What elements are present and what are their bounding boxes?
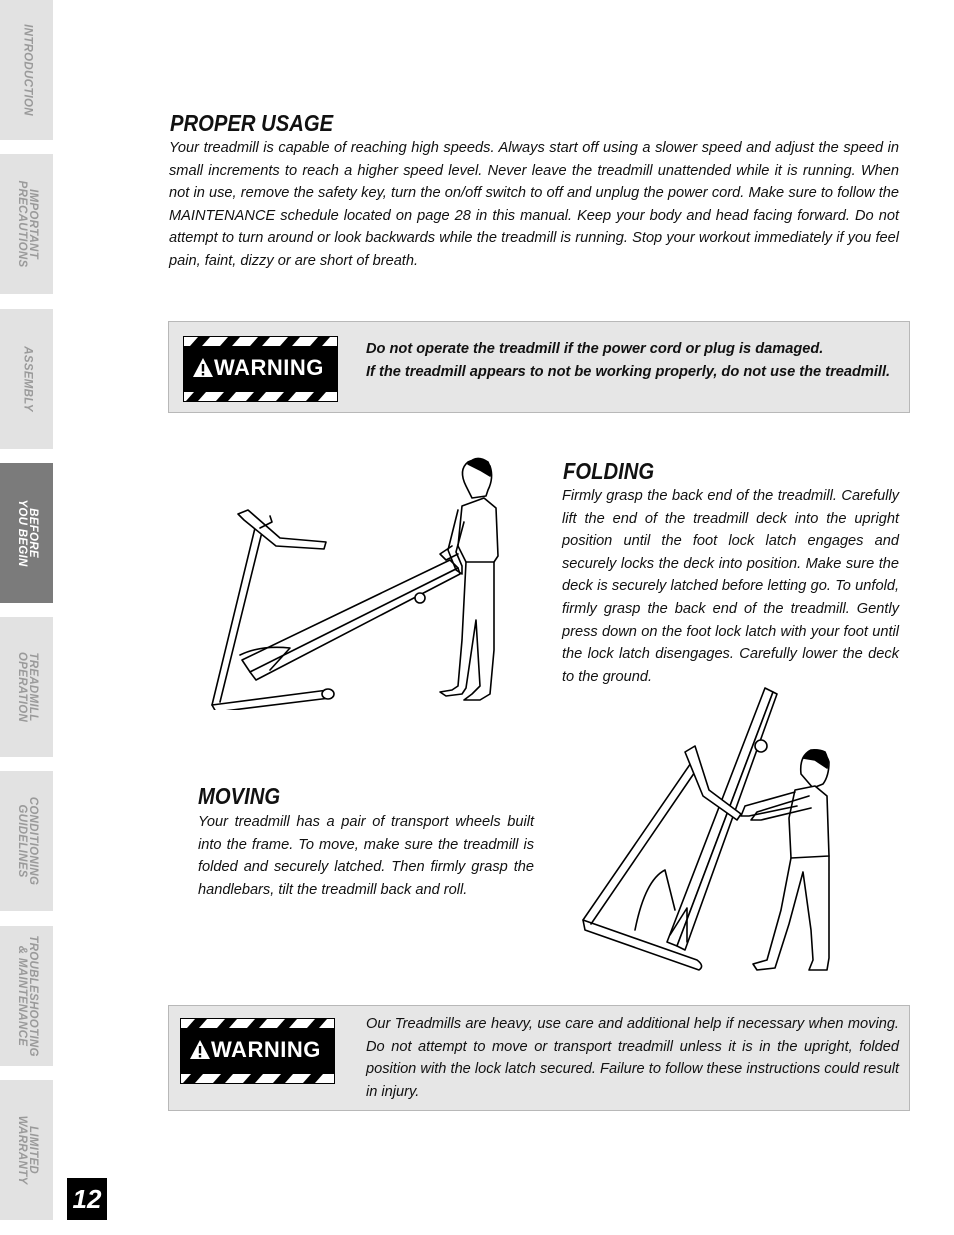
tab-label: ASSEMBLY [21, 346, 33, 412]
moving-text: Your treadmill has a pair of transport wheels built into the frame. To move, make sure the treadmill is folded and securely latched. Then firmly grasp the handlebars, tilt the treadmill back and roll. [198, 814, 534, 898]
proper-usage-text: Your treadmill is capable of reaching high speeds. Always start off using a slower speed and adjust the speed in small increments to reach a higher speed level. Never leave the treadmill unattended while it is running. When not in use, remove the safety key, turn the on/off switch to off and unplug the power cord. Make sure to follow the MAINTENANCE schedule located on page 28 in this manual. Keep your body and head facing forward. Do not attempt to turn around or look backwards while the treadmill is running. Stop your workout immediately if you feel pain, faint, dizzy or are short of breath. [169, 140, 899, 269]
warning-triangle-icon [192, 357, 214, 379]
warning-sign [180, 1018, 335, 1084]
tab-label: TROUBLESHOOTING & MAINTENANCE [15, 935, 39, 1057]
moving-heading: MOVING [198, 783, 281, 809]
tab-conditioning-guidelines[interactable] [0, 771, 53, 911]
folding-illustration [200, 450, 520, 710]
tab-troubleshooting-maintenance[interactable] [0, 926, 53, 1066]
moving-illustration [575, 680, 845, 980]
tab-label: INTRODUCTION [21, 24, 33, 116]
page-number: 12 [67, 1178, 107, 1220]
tab-label: BEFORE YOU BEGIN [15, 499, 39, 567]
warning-line-not-working: If the treadmill appears to not be working properly, do not use the treadmill. [366, 364, 891, 380]
warning-label: WARNING [214, 355, 324, 380]
warning-line-power-cord: Do not operate the treadmill if the power cord or plug is damaged. [366, 341, 824, 357]
tab-label: CONDITIONING GUIDELINES [15, 796, 39, 886]
warning-moving-text: Our Treadmills are heavy, use care and additional help if necessary when moving. Do not attempt to move or transport treadmill unless it is in the upright, folded position with the lock latch secured. Failure to follow these instructions could result in injury. [366, 1016, 899, 1100]
tab-important-precautions[interactable] [0, 154, 53, 294]
tab-label: IMPORTANT PRECAUTIONS [15, 180, 39, 268]
tab-label: LIMITED WARRANTY [15, 1115, 39, 1185]
tab-treadmill-operation[interactable] [0, 617, 53, 757]
tab-limited-warranty[interactable] [0, 1080, 53, 1220]
folding-text: Firmly grasp the back end of the treadmill. Carefully lift the end of the treadmill deck into the upright position until the foot lock latch engages and securely locks the deck into position. Make sure the deck is securely latched before letting go. To unfold, firmly grasp the back end of the treadmill. Gently press down on the foot lock latch with your foot until the lock latch disengages. Carefully lower the deck to the ground. [562, 488, 899, 685]
proper-usage-heading: PROPER USAGE [170, 110, 334, 136]
tab-assembly[interactable] [0, 309, 53, 449]
warning-label: WARNING [211, 1037, 321, 1062]
section-sidebar [0, 0, 53, 1235]
warning-sign [183, 336, 338, 402]
tab-label: TREADMILL OPERATION [15, 651, 39, 723]
warning-box-moving [168, 1005, 910, 1111]
tab-introduction[interactable] [0, 0, 53, 140]
folding-heading: FOLDING [563, 458, 655, 484]
tab-before-you-begin[interactable] [0, 463, 53, 603]
warning-triangle-icon [189, 1039, 211, 1061]
warning-box-power-cord [168, 321, 910, 413]
